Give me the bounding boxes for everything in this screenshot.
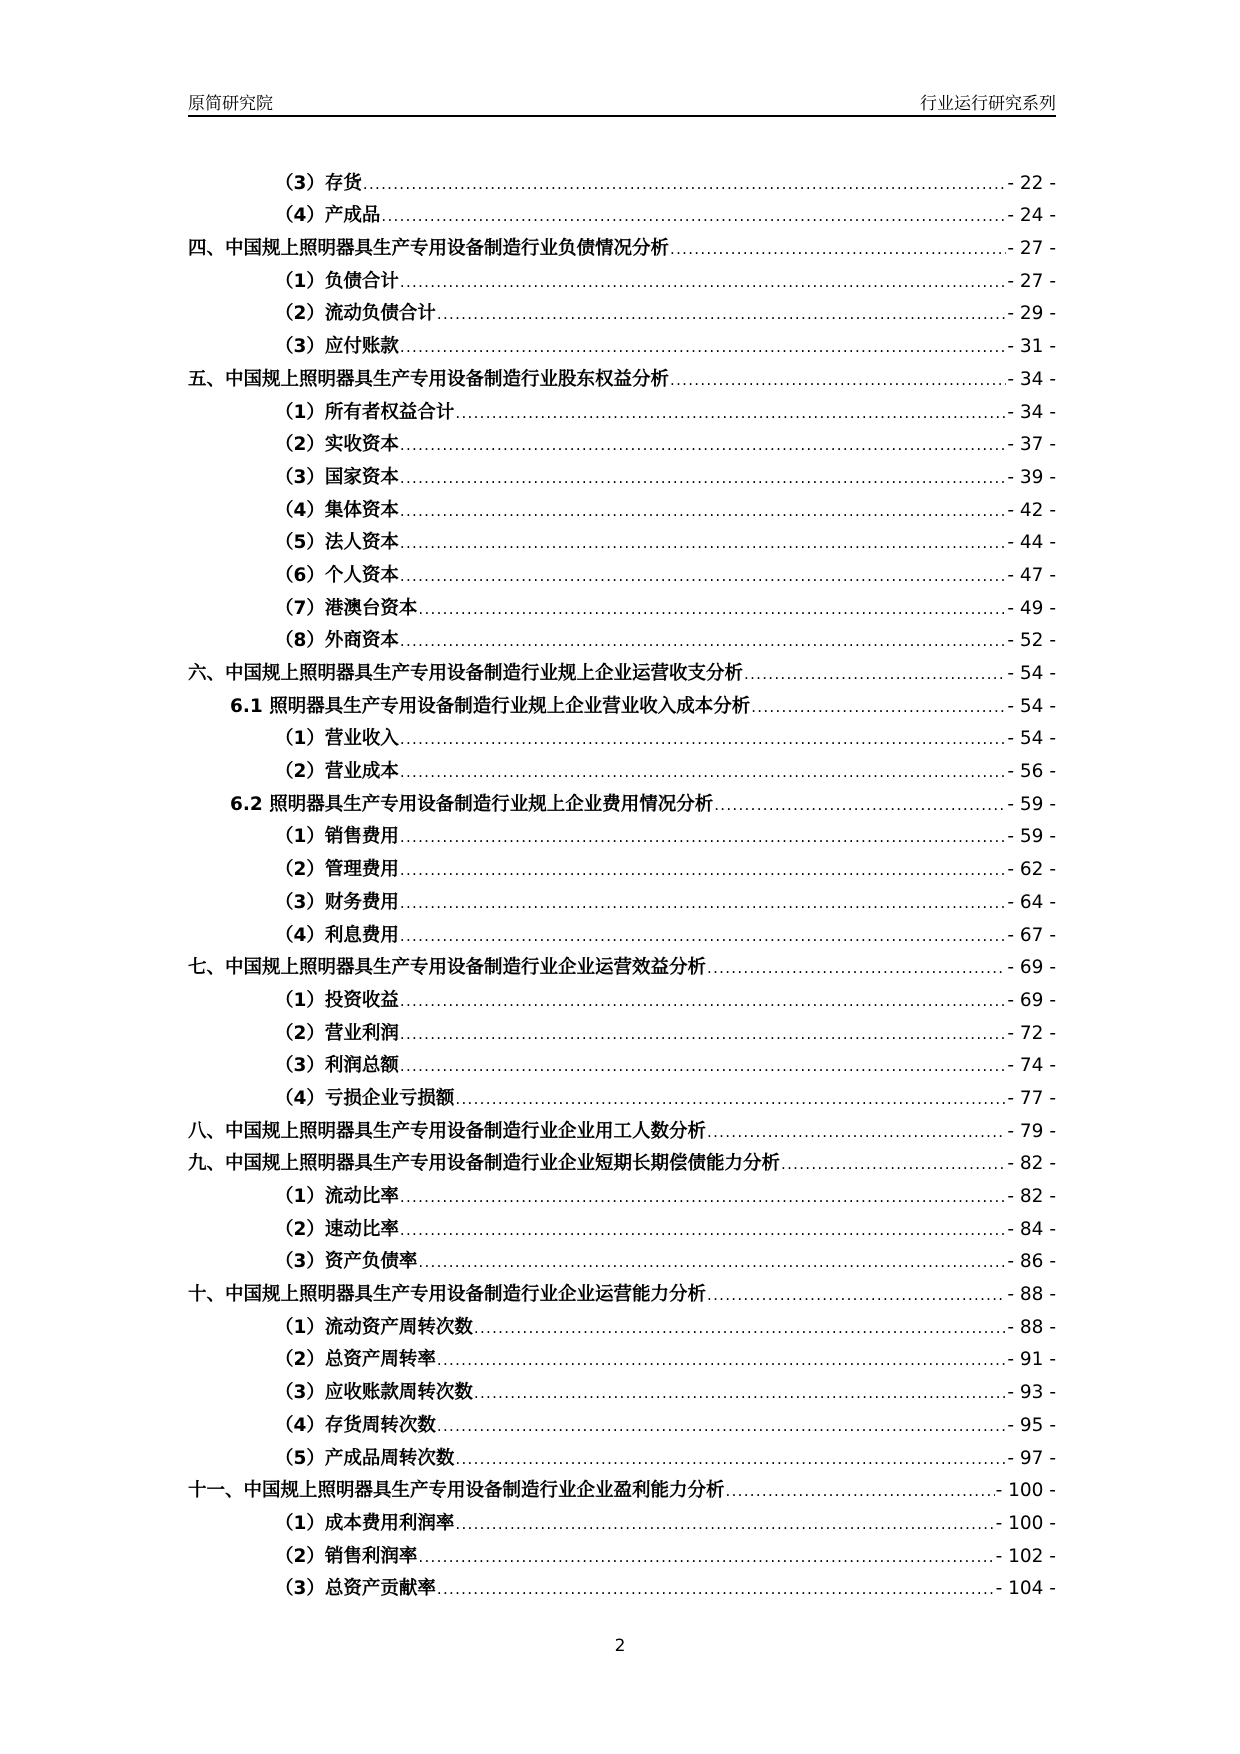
toc-entry-title: 十一、中国规上照明器具生产专用设备制造行业企业盈利能力分析: [188, 1480, 725, 1502]
toc-entry[interactable]: [188, 523, 1056, 556]
toc-leader-dots: [400, 858, 1006, 882]
toc-leader-dots: [400, 1185, 1006, 1209]
toc-leader-dots: [400, 1022, 1006, 1046]
toc-leader-dots: [455, 1447, 1006, 1471]
toc-entry-page: - 49 -: [1007, 597, 1056, 619]
toc-entry-title: （1）销售费用: [275, 826, 399, 848]
toc-entry[interactable]: [188, 163, 1056, 196]
toc-entry[interactable]: [188, 294, 1056, 327]
toc-entry-title: （8）外商资本: [275, 630, 399, 652]
toc-entry-page: - 97 -: [1007, 1447, 1056, 1469]
toc-leader-dots: [714, 793, 1006, 817]
toc-entry[interactable]: [188, 915, 1056, 948]
toc-leader-dots: [418, 597, 1006, 621]
page-header: [188, 87, 1056, 117]
toc-entry[interactable]: [188, 653, 1056, 686]
toc-entry-title: （3）应付账款: [275, 336, 399, 358]
toc-leader-dots: [400, 989, 1006, 1013]
toc-leader-dots: [400, 499, 1006, 523]
toc-entry-page: - 27 -: [1007, 238, 1056, 260]
toc-leader-dots: [437, 1577, 995, 1601]
toc-entry[interactable]: [188, 1013, 1056, 1046]
toc-leader-dots: [400, 270, 1006, 294]
toc-entry-page: - 64 -: [1007, 891, 1056, 913]
toc-entry[interactable]: [188, 261, 1056, 294]
toc-entry-page: - 37 -: [1007, 434, 1056, 456]
toc-entry-page: - 39 -: [1007, 466, 1056, 488]
toc-leader-dots: [474, 1381, 1006, 1405]
toc-entry[interactable]: [188, 555, 1056, 588]
toc-leader-dots: [751, 695, 1006, 719]
toc-entry-page: - 104 -: [995, 1578, 1056, 1600]
toc-entry-page: - 77 -: [1007, 1087, 1056, 1109]
toc-entry-title: 十、中国规上照明器具生产专用设备制造行业企业运营能力分析: [188, 1284, 707, 1306]
toc-entry-title: （1）所有者权益合计: [275, 401, 455, 423]
toc-entry[interactable]: [188, 1372, 1056, 1405]
toc-entry-page: - 100 -: [995, 1512, 1056, 1534]
toc-leader-dots: [474, 1316, 1006, 1340]
toc-entry[interactable]: [188, 686, 1056, 719]
toc-entry-page: - 44 -: [1007, 532, 1056, 554]
toc-entry-title: （4）产成品: [275, 205, 381, 227]
toc-entry-page: - 34 -: [1007, 401, 1056, 423]
toc-leader-dots: [726, 1479, 995, 1503]
toc-entry-title: （4）利息费用: [275, 924, 399, 946]
toc-entry-title: （1）流动资产周转次数: [275, 1316, 473, 1338]
toc-entry[interactable]: [188, 948, 1056, 981]
toc-leader-dots: [400, 825, 1006, 849]
toc-entry-title: （2）营业利润: [275, 1022, 399, 1044]
toc-entry-title: 6.2 照明器具生产专用设备制造行业规上企业费用情况分析: [230, 793, 714, 815]
toc-entry-title: （2）实收资本: [275, 434, 399, 456]
header-org-name: 原简研究院: [188, 94, 273, 114]
toc-entry-title: （1）成本费用利润率: [275, 1512, 455, 1534]
toc-leader-dots: [418, 1545, 994, 1569]
toc-entry-page: - 54 -: [1007, 663, 1056, 684]
toc-entry-page: - 29 -: [1007, 303, 1056, 325]
toc-entry-page: - 72 -: [1007, 1022, 1056, 1044]
toc-entry-page: - 62 -: [1007, 859, 1056, 881]
toc-entry-title: （3）资产负债率: [275, 1251, 418, 1273]
toc-entry[interactable]: [188, 1242, 1056, 1275]
toc-entry[interactable]: [188, 425, 1056, 458]
toc-entry-page: - 47 -: [1007, 564, 1056, 586]
toc-entry-page: - 82 -: [1007, 1186, 1056, 1207]
toc-entry[interactable]: [188, 817, 1056, 850]
toc-leader-dots: [400, 891, 1006, 915]
toc-entry-page: - 42 -: [1007, 499, 1056, 521]
toc-leader-dots: [707, 956, 1006, 980]
toc-entry-title: （2）速动比率: [275, 1218, 399, 1240]
toc-entry-title: （2）营业成本: [275, 761, 399, 783]
toc-entry-page: - 59 -: [1007, 793, 1056, 815]
toc-entry[interactable]: [188, 1078, 1056, 1111]
toc-entry-title: （3）国家资本: [275, 466, 399, 488]
toc-entry[interactable]: [188, 228, 1056, 261]
toc-entry-page: - 79 -: [1007, 1120, 1056, 1142]
toc-entry-title: （4）亏损企业亏损额: [275, 1087, 455, 1109]
toc-entry-page: - 34 -: [1007, 368, 1056, 390]
toc-entry-title: （1）负债合计: [275, 270, 399, 292]
toc-entry[interactable]: [188, 196, 1056, 229]
toc-entry[interactable]: [188, 1307, 1056, 1340]
toc-entry-title: （3）存货: [275, 172, 362, 194]
toc-leader-dots: [400, 629, 1006, 653]
toc-leader-dots: [400, 564, 1006, 588]
toc-entry[interactable]: [188, 326, 1056, 359]
toc-leader-dots: [670, 237, 1006, 261]
toc-leader-dots: [400, 335, 1006, 359]
toc-entry-title: （2）流动负债合计: [275, 303, 436, 325]
toc-leader-dots: [707, 1283, 1006, 1307]
toc-entry[interactable]: [188, 588, 1056, 621]
toc-entry-page: - 59 -: [1007, 826, 1056, 848]
toc-entry-title: （3）总资产贡献率: [275, 1578, 436, 1600]
toc-leader-dots: [400, 466, 1006, 490]
toc-entry-title: （7）港澳台资本: [275, 597, 418, 619]
toc-entry[interactable]: [188, 621, 1056, 654]
toc-entry[interactable]: [188, 1340, 1056, 1373]
toc-entry-title: （3）应收账款周转次数: [275, 1382, 473, 1404]
toc-entry-page: - 69 -: [1007, 957, 1056, 979]
toc-entry[interactable]: [188, 1176, 1056, 1209]
toc-entry-page: - 86 -: [1007, 1251, 1056, 1273]
toc-entry[interactable]: [188, 1569, 1056, 1602]
toc-entry-title: （4）存货周转次数: [275, 1414, 436, 1436]
toc-entry[interactable]: [188, 1111, 1056, 1144]
toc-leader-dots: [781, 1152, 1006, 1176]
toc-entry-page: - 88 -: [1007, 1316, 1056, 1338]
toc-leader-dots: [400, 433, 1006, 457]
toc-leader-dots: [455, 401, 1006, 425]
toc-entry-page: - 84 -: [1007, 1218, 1056, 1240]
toc-leader-dots: [670, 368, 1006, 392]
toc-entry-title: （3）利润总额: [275, 1055, 399, 1077]
toc-leader-dots: [400, 760, 1006, 784]
toc-entry-title: （2）管理费用: [275, 859, 399, 881]
toc-entry[interactable]: [188, 882, 1056, 915]
toc-entry-page: - 52 -: [1007, 630, 1056, 652]
toc-entry-title: 九、中国规上照明器具生产专用设备制造行业企业短期长期偿债能力分析: [188, 1153, 781, 1175]
toc-entry-page: - 22 -: [1007, 172, 1056, 194]
toc-entry-title: 6.1 照明器具生产专用设备制造行业规上企业营业收入成本分析: [230, 695, 751, 717]
toc-leader-dots: [400, 727, 1006, 751]
toc-entry-page: - 100 -: [995, 1480, 1056, 1502]
toc-leader-dots: [400, 1054, 1006, 1078]
toc-entry[interactable]: [188, 1471, 1056, 1504]
table-of-contents: [188, 163, 1056, 1601]
toc-entry-page: - 102 -: [995, 1545, 1056, 1567]
toc-entry[interactable]: [188, 359, 1056, 392]
toc-entry[interactable]: [188, 457, 1056, 490]
toc-entry-page: - 54 -: [1007, 728, 1056, 750]
toc-entry-title: （6）个人资本: [275, 564, 399, 586]
toc-leader-dots: [400, 924, 1006, 948]
toc-entry-title: （2）总资产周转率: [275, 1349, 436, 1371]
toc-entry-page: - 91 -: [1007, 1349, 1056, 1371]
toc-entry-page: - 54 -: [1007, 695, 1056, 717]
toc-entry-page: - 27 -: [1007, 270, 1056, 292]
toc-leader-dots: [707, 1120, 1006, 1144]
toc-entry-page: - 31 -: [1007, 336, 1056, 358]
toc-entry-page: - 93 -: [1007, 1382, 1056, 1404]
toc-entry-title: 五、中国规上照明器具生产专用设备制造行业股东权益分析: [188, 368, 670, 390]
header-series-name: 行业运行研究系列: [920, 94, 1056, 114]
toc-leader-dots: [381, 204, 1006, 228]
toc-entry-title: 七、中国规上照明器具生产专用设备制造行业企业运营效益分析: [188, 957, 707, 979]
toc-entry-title: 四、中国规上照明器具生产专用设备制造行业负债情况分析: [188, 238, 670, 260]
toc-entry-page: - 88 -: [1007, 1284, 1056, 1306]
toc-entry[interactable]: [188, 751, 1056, 784]
toc-entry[interactable]: [188, 1046, 1056, 1079]
toc-entry[interactable]: [188, 1405, 1056, 1438]
toc-leader-dots: [437, 302, 1006, 326]
toc-entry[interactable]: [188, 392, 1056, 425]
page-number: 2: [614, 1636, 626, 1656]
toc-entry-page: - 69 -: [1007, 989, 1056, 1011]
toc-leader-dots: [437, 1348, 1006, 1372]
toc-entry-page: - 95 -: [1007, 1414, 1056, 1436]
toc-entry-title: （2）销售利润率: [275, 1545, 418, 1567]
toc-entry[interactable]: [188, 980, 1056, 1013]
toc-entry[interactable]: [188, 1144, 1056, 1177]
toc-entry-title: （5）产成品周转次数: [275, 1447, 455, 1469]
toc-entry-title: 八、中国规上照明器具生产专用设备制造行业企业用工人数分析: [188, 1120, 707, 1142]
toc-entry[interactable]: [188, 1536, 1056, 1569]
toc-entry-page: - 82 -: [1007, 1153, 1056, 1175]
toc-entry-title: （4）集体资本: [275, 499, 399, 521]
toc-entry[interactable]: [188, 490, 1056, 523]
toc-entry[interactable]: [188, 1438, 1056, 1471]
toc-leader-dots: [744, 662, 1006, 686]
toc-leader-dots: [437, 1414, 1006, 1438]
toc-entry-title: 六、中国规上照明器具生产专用设备制造行业规上企业运营收支分析: [188, 663, 744, 684]
toc-entry-page: - 24 -: [1007, 205, 1056, 227]
toc-entry-title: （1）流动比率: [275, 1186, 399, 1207]
toc-entry-title: （5）法人资本: [275, 532, 399, 554]
toc-leader-dots: [418, 1250, 1006, 1274]
toc-entry[interactable]: [188, 1274, 1056, 1307]
toc-leader-dots: [363, 172, 1006, 196]
toc-entry[interactable]: [188, 1209, 1056, 1242]
toc-entry[interactable]: [188, 1503, 1056, 1536]
toc-entry-page: - 67 -: [1007, 924, 1056, 946]
toc-entry-title: （3）财务费用: [275, 891, 399, 913]
toc-leader-dots: [455, 1512, 994, 1536]
toc-leader-dots: [400, 1218, 1006, 1242]
toc-leader-dots: [455, 1087, 1006, 1111]
toc-entry-page: - 74 -: [1007, 1055, 1056, 1077]
toc-entry[interactable]: [188, 849, 1056, 882]
toc-entry[interactable]: [188, 784, 1056, 817]
toc-leader-dots: [400, 531, 1006, 555]
toc-entry-page: - 56 -: [1007, 761, 1056, 783]
toc-entry-title: （1）营业收入: [275, 728, 399, 750]
toc-entry-title: （1）投资收益: [275, 989, 399, 1011]
toc-entry[interactable]: [188, 719, 1056, 752]
